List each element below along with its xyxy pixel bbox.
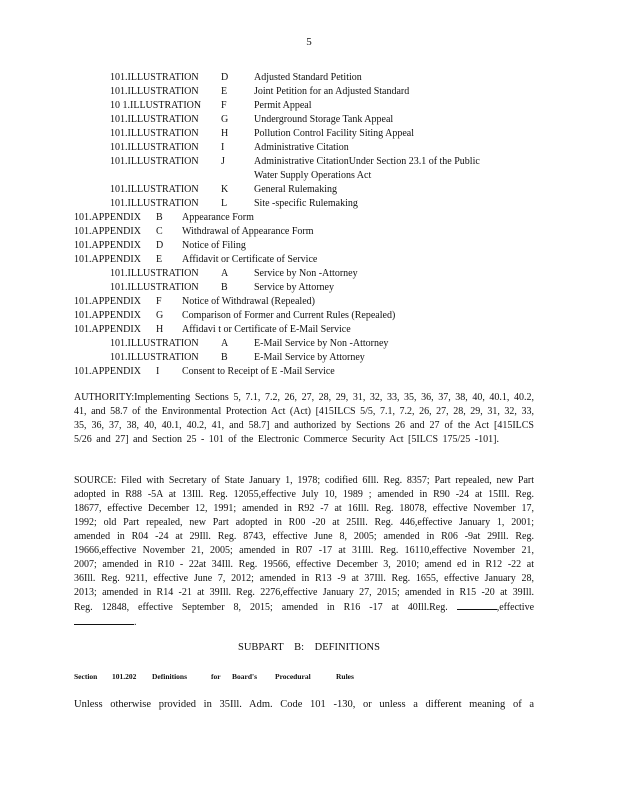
toc-title-continuation: Water Supply Operations Act — [254, 170, 372, 181]
section-label: Section — [74, 672, 98, 681]
toc-entry — [0, 239, 618, 253]
toc-letter: L — [221, 198, 228, 209]
toc-letter: E — [221, 86, 228, 97]
toc-ref: 101.APPENDIX — [74, 296, 141, 307]
toc-letter: B — [221, 352, 228, 363]
toc-title: Appearance Form — [182, 212, 254, 223]
toc-entry — [0, 365, 618, 379]
toc-title: E-Mail Service by Attorney — [254, 352, 365, 363]
toc-ref: 101.APPENDIX — [74, 212, 141, 223]
toc-ref: 101.ILLUSTRATION — [110, 142, 199, 153]
toc-entry — [0, 197, 618, 211]
blank-line — [74, 615, 134, 625]
section-title-word: Procedural — [275, 672, 311, 681]
toc-ref: 101.ILLUSTRATION — [110, 282, 199, 293]
toc-letter: C — [156, 226, 163, 237]
page-number: 5 — [306, 36, 312, 48]
authority-note — [74, 391, 534, 447]
toc-letter: D — [156, 240, 164, 251]
toc-entry — [0, 253, 618, 267]
toc-entry — [0, 113, 618, 127]
toc-letter: H — [221, 128, 229, 139]
toc-title: Notice of Withdrawal (Repealed) — [182, 296, 315, 307]
toc-ref: 101.APPENDIX — [74, 254, 141, 265]
toc-letter: B — [221, 282, 228, 293]
toc-letter: H — [156, 324, 164, 335]
source-text: SOURCE: Filed with Secretary of State January 1, 1978; codified 6Ill. Reg. 8357; Part repealed, new Part adopted in R88 -5A at 13Ill. Reg. 12055,effective July 10, 1989 ; amended in R90 -24 at 15Ill. Reg. 18677, effective December 12, 1991; amended in R92 -7 at 16Ill. Reg. 18078, effective November 17, 1992; old Part repealed, new Part adopted in R00 -20 at 25Ill. Reg. 446,effective January 1, 2001; amended in R04 -24 at 29Ill. Reg. 8743, effective June 8, 2005; amended in R06 -9at 29Ill. Reg. 19666,effective November 21, 2005; amended in R07 -17 at 31Ill. Reg. 16110,effective November 21, 2007; amended in R10 - 22at 34Ill. Reg. 19566, effective December 3, 2010; amend ed in R12 -22 at 36Ill. Reg. 9211, effective June 7, 2012; amended in R13 -9 at 37Ill. Reg. 1655, effective January 28, 2013; amended in R14 -21 at 39Ill. Reg. 2276,effective January 27, 2015; amended in R15 -20 at 39Ill. Reg. 12848, effective September 8, 2015; amended in R16 -17 at 40Ill.Reg. — [74, 475, 534, 613]
toc-ref: 101.ILLUSTRATION — [110, 268, 199, 279]
toc-title: Affidavi t or Certificate of E-Mail Service — [182, 324, 351, 335]
toc-ref: 10 1.ILLUSTRATION — [110, 100, 202, 111]
source-tail: ,effective — [496, 602, 535, 613]
section-title-word: Rules — [336, 672, 354, 681]
toc-entry — [0, 323, 618, 337]
toc-title: Administrative Citation — [254, 142, 349, 153]
toc-title: Permit Appeal — [254, 100, 312, 111]
toc-ref: 101.ILLUSTRATION — [110, 352, 199, 363]
toc-ref: 101.ILLUSTRATION — [110, 198, 199, 209]
toc-title: Joint Petition for an Adjusted Standard — [254, 86, 410, 97]
toc-ref: 101.APPENDIX — [74, 310, 141, 321]
section-title-word: for — [211, 672, 221, 681]
toc-title: Administrative CitationUnder Section 23.1 of the Public — [254, 156, 480, 167]
toc-ref: 101.APPENDIX — [74, 240, 141, 251]
toc-letter: I — [221, 142, 225, 153]
toc-entry — [0, 309, 618, 323]
section-number: 101.202 — [112, 672, 137, 681]
toc-letter: K — [221, 184, 229, 195]
toc-letter: J — [221, 156, 225, 167]
toc-title: Withdrawal of Appearance Form — [182, 226, 314, 237]
toc-title: Service by Non -Attorney — [254, 268, 358, 279]
toc-ref: 101.ILLUSTRATION — [110, 114, 199, 125]
toc-title: Notice of Filing — [182, 240, 246, 251]
blank-line — [457, 600, 497, 610]
table-of-contents — [0, 71, 618, 379]
subpart-heading: SUBPART B: DEFINITIONS — [238, 642, 380, 653]
toc-letter: A — [221, 338, 229, 349]
toc-entry — [0, 155, 618, 169]
toc-ref: 101.ILLUSTRATION — [110, 338, 199, 349]
toc-title: Comparison of Former and Current Rules (Repealed) — [182, 310, 396, 321]
toc-entry — [0, 183, 618, 197]
toc-title: Underground Storage Tank Appeal — [254, 114, 394, 125]
toc-title: General Rulemaking — [254, 184, 338, 195]
section-title-word: Board's — [232, 672, 258, 681]
toc-ref: 101.ILLUSTRATION — [110, 156, 199, 167]
source-note: SOURCE: Filed with Secretary of State January 1, 1978; codified 6Ill. Reg. 8357; Part repealed, new Part adopted in R88 -5A at 13Ill. Reg. 12055,effective July 10, 1989 ; amended in R90 -24 at 15Ill. Reg. 18677, effective December 12, 1991; amended in R92 -7 at 16Ill. Reg. 18078, effective November 17, 1992; old Part repealed, new Part adopted in R00 -20 at 25Ill. Reg. 446,effective January 1, 2001; amended in R04 -24 at 29Ill. Reg. 8743, effective June 8, 2005; amended in R06 -9at 29Ill. Reg. 19666,effective November 21, 2005; amended in R07 -17 at 31Ill. Reg. 16110,effective November 21, 2007; amended in R10 - 22at 34Ill. Reg. 19566, effective December 3, 2010; amend ed in R12 -22 at 36Ill. Reg. 9211, effective June 7, 2012; amended in R13 -9 at 37Ill. Reg. 1655, effective January 28, 2013; amended in R14 -21 at 39Ill. Reg. 2276,effective January 27, 2015; amended in R15 -20 at 39Ill. Reg. 12848, effective September 8, 2015; amended in R16 -17 at 40Ill.Reg. ,effective . — [74, 475, 535, 628]
toc-letter: F — [156, 296, 162, 307]
toc-letter: F — [221, 100, 227, 111]
toc-entry — [0, 351, 618, 365]
toc-entry — [0, 99, 618, 113]
toc-entry — [0, 141, 618, 155]
toc-title: Adjusted Standard Petition — [254, 72, 362, 83]
toc-title: Pollution Control Facility Siting Appeal — [254, 128, 415, 139]
toc-ref: 101.APPENDIX — [74, 226, 141, 237]
toc-entry — [0, 85, 618, 99]
toc-ref: 101.APPENDIX — [74, 324, 141, 335]
toc-letter: A — [221, 268, 229, 279]
toc-ref: 101.ILLUSTRATION — [110, 184, 199, 195]
toc-title: Consent to Receipt of E -Mail Service — [182, 366, 335, 377]
toc-letter: I — [156, 366, 160, 377]
toc-entry — [0, 267, 618, 281]
toc-entry — [0, 295, 618, 309]
definitions-body-text: Unless otherwise provided in 35Ill. Adm. Code 101 -130, or unless a different meaning of a — [74, 699, 534, 710]
toc-letter: B — [156, 212, 163, 223]
toc-entry — [0, 71, 618, 85]
toc-letter: G — [221, 114, 229, 125]
toc-title: Affidavit or Certificate of Service — [182, 254, 318, 265]
toc-ref: 101.ILLUSTRATION — [110, 86, 199, 97]
section-title-word: Definitions — [152, 672, 188, 681]
toc-letter: G — [156, 310, 164, 321]
toc-letter: E — [156, 254, 163, 265]
toc-ref: 101.ILLUSTRATION — [110, 128, 199, 139]
toc-entry-continuation — [0, 169, 618, 183]
toc-entry — [0, 211, 618, 225]
toc-title: Site -specific Rulemaking — [254, 198, 358, 209]
toc-title: Service by Attorney — [254, 282, 334, 293]
toc-entry — [0, 127, 618, 141]
toc-entry — [0, 281, 618, 295]
toc-ref: 101.APPENDIX — [74, 366, 141, 377]
authority-text: AUTHORITY:Implementing Sections 5, 7.1, 7.2, 26, 27, 28, 29, 31, 32, 33, 35, 36, 37, 38, 40, 40.1, 40.2, 41, and 58.7 of the Environmental Protection Act (Act) [415ILCS 5/5, 7.1, 7.2, 26, 27, 28, 29, 31, 32, 33, 35, 36, 37, 38, 40, 40.1, 40.2, 41, and 58.7] and authorized by Sections 26 and 27 of the Act [415ILCS 5/26 and 27] and Section 25 - 101 of the Electronic Commerce Security Act [5ILCS 175/25 -101]. — [74, 392, 534, 445]
toc-title: E-Mail Service by Non -Attorney — [254, 338, 389, 349]
toc-ref: 101.ILLUSTRATION — [110, 72, 199, 83]
toc-entry — [0, 225, 618, 239]
toc-entry — [0, 337, 618, 351]
toc-letter: D — [221, 72, 229, 83]
